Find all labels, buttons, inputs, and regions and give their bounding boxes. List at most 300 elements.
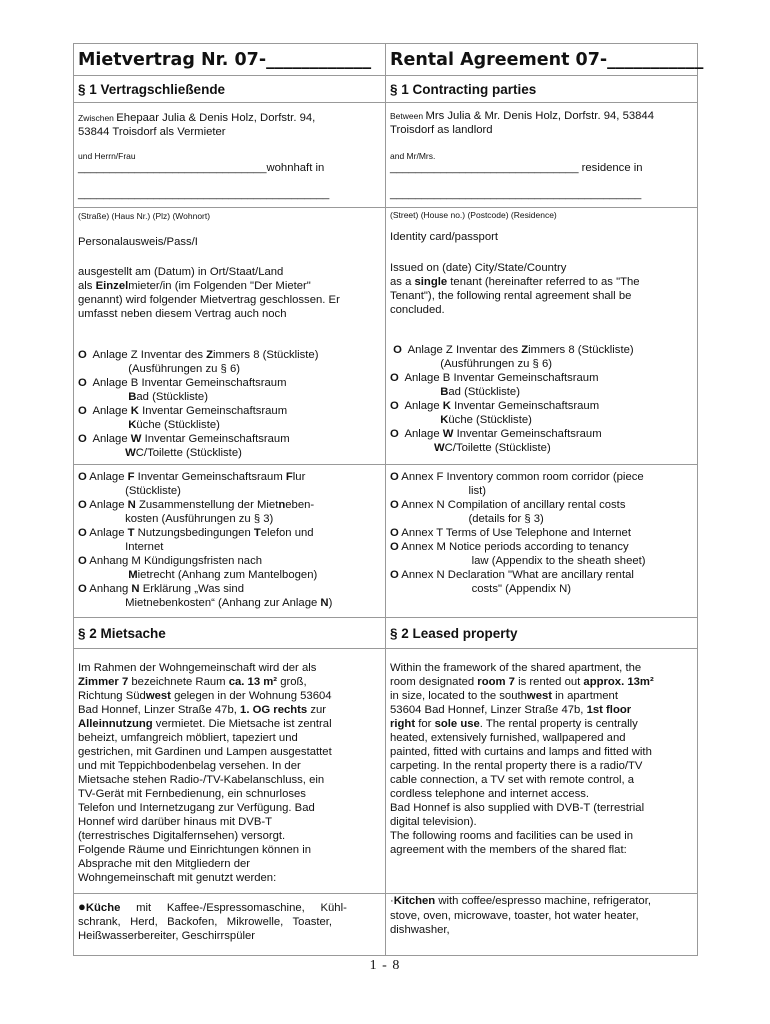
text-run: stove, oven, microwave, toaster, hot water heater,: [390, 910, 639, 922]
text-line: [78, 661, 316, 675]
german-column-cell: [74, 649, 386, 894]
english-column-cell: [386, 465, 698, 618]
text-run: M: [128, 569, 138, 581]
document-title: [78, 49, 371, 71]
text-run: Inventar Gemeinschaftsraum: [453, 428, 602, 440]
text-run: Heißwasserbereiter, Geschirrspüler: [78, 930, 256, 942]
checkbox-marker: O: [390, 541, 399, 553]
text-run: Absprache mit den Mitgliedern der: [78, 858, 251, 870]
checkbox-marker: O: [78, 377, 87, 389]
section-heading: [78, 625, 166, 643]
text-run: W: [130, 433, 142, 445]
english-column-cell: [386, 894, 698, 956]
parties-row: [74, 103, 698, 208]
text-run: (Stückliste): [78, 485, 181, 497]
text-run: agreement with the members of the shared flat:: [390, 844, 627, 856]
annexes-row: [74, 465, 698, 618]
text-line: [390, 399, 599, 413]
text-line: [78, 731, 298, 745]
text-run: Zwischen: [78, 113, 117, 123]
text-line: [390, 675, 654, 689]
text-run: room designated: [390, 676, 478, 688]
text-run: Annex M Notice periods according to tenancy: [398, 541, 629, 553]
text-line: [78, 307, 287, 321]
text-line: [78, 432, 290, 446]
german-column-cell: [74, 76, 386, 103]
text-run: groß,: [277, 676, 307, 688]
text-run: Anlage: [86, 433, 131, 445]
text-line: [78, 582, 244, 596]
text-run: Richtung Süd: [78, 690, 146, 702]
text-run: (terrestrisches Digitalfernsehen) versorgt.: [78, 830, 286, 842]
text-run: ca. 13 m²: [228, 676, 278, 688]
english-column-cell: [386, 208, 698, 465]
section-heading: [390, 81, 536, 99]
text-run: Anlage: [86, 499, 128, 511]
text-line: [78, 717, 332, 731]
text-line: [78, 265, 283, 279]
text-line: [390, 441, 551, 455]
text-run: Einzel: [95, 280, 129, 292]
text-line: [390, 923, 450, 937]
text-run: Im Rahmen der Wohngemeinschaft wird der als: [78, 662, 317, 674]
text-run: digital television).: [390, 816, 477, 828]
text-run: immers 8 (Stückliste): [213, 349, 319, 361]
text-line: [390, 843, 627, 857]
text-line: [390, 745, 652, 759]
checkbox-marker: O: [390, 527, 399, 539]
text-line: [78, 348, 318, 362]
text-run: as a: [390, 276, 415, 288]
text-run: K: [442, 400, 451, 412]
text-run: Honnef wird darüber hinaus mit DVB-T: [78, 816, 273, 828]
text-run: Annex N Compilation of ancillary rental costs: [398, 499, 626, 511]
text-run: Folgende Räume und Einrichtungen können in: [78, 844, 312, 856]
text-run: vermietet. Die Mietsache ist zentral: [152, 718, 332, 730]
text-line: [390, 829, 633, 843]
german-column-cell: [74, 465, 386, 618]
text-run: west: [526, 690, 553, 702]
checkbox-marker: O: [78, 527, 87, 539]
text-run: eben-: [285, 499, 315, 511]
text-line: [390, 815, 477, 829]
checkbox-marker: O: [390, 400, 399, 412]
text-run: Rental Agreement 07-: [390, 50, 608, 70]
text-run: § 1 Vertragschließende: [78, 82, 226, 97]
text-run: [390, 442, 434, 454]
text-run: schrank, Herd, Backofen, Mikrowelle, Toaster,: [78, 916, 333, 928]
text-run: Nutzungsbedingungen: [134, 527, 254, 539]
text-line: [390, 357, 552, 371]
text-run: ________________________________________: [78, 188, 330, 200]
german-column-cell: [74, 894, 386, 956]
text-run: B: [128, 391, 137, 403]
text-line: [390, 385, 520, 399]
text-run: Ehepaar Julia & Denis Holz, Dorfstr. 94,: [116, 112, 316, 124]
checkbox-marker: O: [78, 499, 87, 511]
text-run: B: [440, 386, 449, 398]
text-run: Annex T Terms of Use Telephone and Internet: [398, 527, 631, 539]
text-run: . The rental property is centrally: [479, 718, 638, 730]
text-line: [78, 843, 311, 857]
text-run: Annex F Inventory common room corridor (piece: [398, 471, 644, 483]
text-run: und mit Teppichbodenbelag versehen. In der: [78, 760, 301, 772]
text-line: [390, 909, 639, 923]
text-run: mit Kaffee-/Espressomaschine, Kühl-: [120, 902, 347, 914]
text-run: (Ausführungen zu § 6): [390, 358, 553, 370]
checkbox-marker: O: [390, 344, 402, 356]
text-run: [78, 569, 128, 581]
text-line: [390, 689, 618, 703]
text-run: ·: [390, 895, 394, 907]
text-run: Kitchen: [393, 895, 436, 907]
text-line: [390, 123, 493, 137]
text-run: C/Toilette (Stückliste): [444, 442, 551, 454]
text-run: kosten (Ausführungen zu § 3): [78, 513, 274, 525]
text-line: [390, 554, 646, 568]
text-line: [78, 929, 255, 943]
text-run: concluded.: [390, 304, 445, 316]
checkbox-marker: O: [78, 349, 87, 361]
text-run: W: [442, 428, 454, 440]
text-line: [78, 161, 324, 175]
text-line: [78, 773, 324, 787]
text-run: n: [278, 499, 286, 511]
english-column-cell: [386, 76, 698, 103]
text-run: Wohngemeinschaft mit genutzt werden:: [78, 872, 277, 884]
text-run: genannt) wird folgender Mietvertrag geschlossen. Er: [78, 294, 340, 306]
text-run: [390, 414, 440, 426]
text-line: [390, 371, 598, 385]
text-run: beheizt, umfangreich möbliert, tapeziert und: [78, 732, 298, 744]
text-line: [78, 857, 250, 871]
text-line: [78, 111, 315, 125]
text-run: bezeichnete Raum: [128, 676, 229, 688]
text-run: F: [285, 471, 293, 483]
text-line: [78, 801, 315, 815]
document-title: [390, 49, 703, 71]
text-line: [78, 512, 273, 526]
checkbox-marker: O: [78, 555, 87, 567]
text-run: Inventar Gemeinschaftsraum: [450, 400, 600, 412]
text-run: west: [145, 690, 171, 702]
text-run: elefon und: [260, 527, 314, 539]
section-heading: [78, 81, 225, 99]
text-run: Inventar Gemeinschaftsraum: [134, 471, 286, 483]
text-run: Mietvertrag Nr. 07-: [78, 50, 267, 70]
text-run: heated, extensively furnished, wallpapered and: [390, 732, 626, 744]
text-run: C/Toilette (Stückliste): [135, 447, 242, 459]
text-line: [78, 235, 198, 249]
text-run: Inventar Gemeinschaftsraum: [138, 405, 288, 417]
text-run: single: [414, 276, 448, 288]
text-run: [78, 447, 125, 459]
text-run: T: [253, 527, 261, 539]
german-column-cell: [74, 103, 386, 208]
text-run: K: [130, 405, 139, 417]
text-line: [78, 689, 332, 703]
checkbox-marker: O: [390, 499, 399, 511]
text-line: [390, 484, 486, 498]
text-run: law (Appendix to the sheath sheet): [390, 555, 646, 567]
text-run: Anlage: [86, 527, 128, 539]
text-run: in apartment: [552, 690, 618, 702]
text-line: [390, 759, 642, 773]
text-run: approx. 13m²: [583, 676, 654, 688]
text-line: [78, 675, 307, 689]
text-line: [78, 484, 181, 498]
german-column-cell: [74, 44, 386, 76]
text-run: and Mr/Mrs.: [390, 151, 436, 161]
english-column-cell: [386, 103, 698, 208]
checkbox-marker: O: [78, 433, 87, 445]
text-line: [390, 787, 589, 801]
text-run: 53844 Troisdorf als Vermieter: [78, 126, 226, 138]
leased-property-row: [74, 649, 698, 894]
text-run: ad (Stückliste): [136, 391, 208, 403]
text-run: lur: [292, 471, 306, 483]
text-run: Zimmer 7: [78, 676, 129, 688]
text-run: Anlage B Inventar Gemeinschaftsraum: [86, 377, 287, 389]
text-run: Z: [206, 349, 214, 361]
text-line: [390, 187, 641, 201]
text-line: [78, 759, 301, 773]
text-run: Anhang M Kündigungsfristen nach: [86, 555, 263, 567]
text-line: [78, 279, 311, 293]
checkbox-marker: O: [390, 569, 399, 581]
text-run: üche (Stückliste): [136, 419, 220, 431]
text-run: (Straße) (Haus Nr.) (Plz) (Wohnort): [78, 211, 211, 221]
text-line: [78, 209, 210, 223]
text-run: § 2 Leased property: [390, 626, 518, 641]
text-run: in size, located to the south: [390, 690, 527, 702]
english-column-cell: [386, 618, 698, 649]
text-run: ____________: [266, 50, 372, 70]
text-run: room 7: [477, 676, 515, 688]
text-line: [78, 745, 332, 759]
text-line: [78, 470, 305, 484]
text-run: list): [390, 485, 487, 497]
text-run: Inventar Gemeinschaftsraum: [141, 433, 290, 445]
text-line: [78, 915, 332, 929]
text-line: [78, 596, 332, 610]
text-run: N: [320, 597, 329, 609]
checkbox-marker: O: [390, 372, 399, 384]
text-run: mieter/in (im Folgenden "Der Mieter": [128, 280, 311, 292]
text-run: tenant (hereinafter referred to as "The: [447, 276, 640, 288]
text-run: (details for § 3): [390, 513, 544, 525]
text-line: [390, 540, 629, 554]
text-line: [78, 404, 287, 418]
text-run: Telefon und Internetzugang zur Verfügung. Bad: [78, 802, 315, 814]
text-run: umfasst neben diesem Vertrag auch noch: [78, 308, 287, 320]
text-run: (Street) (House no.) (Postcode) (Residence): [390, 210, 557, 220]
text-run: ________________________________________: [390, 188, 642, 200]
text-run: Anlage: [398, 400, 443, 412]
text-run: sole use: [434, 718, 480, 730]
text-run: K: [440, 414, 449, 426]
text-line: [78, 900, 347, 915]
text-run: (Ausführungen zu § 6): [78, 363, 241, 375]
text-run: Personalausweis/Pass/I: [78, 236, 198, 248]
text-run: Küche: [85, 902, 121, 914]
text-run: ______________________________ residence in: [390, 162, 643, 174]
title-row: [74, 44, 698, 76]
text-line: [390, 731, 626, 745]
text-line: [78, 540, 163, 554]
text-run: W: [433, 442, 445, 454]
text-run: Z: [521, 344, 529, 356]
text-run: W: [125, 447, 136, 459]
text-run: ●: [78, 899, 86, 914]
text-run: immers 8 (Stückliste): [528, 344, 634, 356]
text-run: Annex N Declaration "What are ancillary rental: [398, 569, 634, 581]
page-number: 1 - 8: [369, 958, 401, 973]
text-run: § 1 Contracting parties: [390, 82, 537, 97]
text-run: Mietsache stehen Radio-/TV-Kabelanschluss, ein: [78, 774, 325, 786]
text-run: 1st floor: [586, 704, 632, 716]
text-line: [78, 376, 286, 390]
text-run: [78, 419, 128, 431]
text-run: ausgestellt am (Datum) in Ort/Staat/Land: [78, 266, 284, 278]
tenant-details-row: [74, 208, 698, 465]
text-run: Anlage: [86, 471, 128, 483]
text-line: [390, 289, 631, 303]
text-line: [78, 871, 276, 885]
text-run: carpeting. In the rental property there is a radio/TV: [390, 760, 643, 772]
checkbox-marker: O: [78, 405, 87, 417]
text-run: gestrichen, mit Gardinen und Lampen ausgestattet: [78, 746, 332, 758]
text-run: 53604 Bad Honnef, Linzer Straße 47b,: [390, 704, 587, 716]
german-column-cell: [74, 208, 386, 465]
text-line: [78, 526, 314, 540]
text-line: [390, 568, 634, 582]
text-line: [390, 303, 445, 317]
text-line: [390, 161, 643, 175]
text-line: [390, 109, 654, 123]
text-run: N: [127, 499, 136, 511]
text-line: [78, 390, 208, 404]
text-run: ad (Stückliste): [448, 386, 520, 398]
text-run: T: [127, 527, 135, 539]
text-run: The following rooms and facilities can be used in: [390, 830, 634, 842]
text-run: ietrecht (Anhang zum Mantelbogen): [137, 569, 318, 581]
text-line: [78, 829, 285, 843]
checkbox-marker: O: [78, 583, 87, 595]
english-column-cell: [386, 649, 698, 894]
text-run: [390, 386, 440, 398]
section-1-heading-row: [74, 76, 698, 103]
text-run: Mietnebenkosten“ (Anhang zur Anlage: [78, 597, 321, 609]
text-line: [390, 661, 641, 675]
text-run: N: [131, 583, 140, 595]
text-line: [78, 568, 317, 582]
text-run: zur: [307, 704, 327, 716]
text-run: als: [78, 280, 96, 292]
text-line: [390, 717, 638, 731]
text-line: [78, 554, 262, 568]
text-run: Issued on (date) City/State/Country: [390, 262, 567, 274]
text-run: Anlage Z Inventar des: [401, 344, 522, 356]
text-line: [390, 208, 557, 222]
text-run: painted, fitted with curtains and lamps and fitted with: [390, 746, 652, 758]
kitchen-row: [74, 894, 698, 956]
text-run: Identity card/passport: [390, 231, 499, 243]
text-line: [390, 413, 532, 427]
text-line: [78, 418, 220, 432]
text-run: Troisdorf as landlord: [390, 124, 493, 136]
text-run: Bad Honnef is also supplied with DVB-T (terrestrial: [390, 802, 645, 814]
text-run: 1. OG rechts: [240, 704, 308, 716]
text-run: TV-Gerät mit Fernbedienung, ein schnurloses: [78, 788, 306, 800]
text-run: § 2 Mietsache: [78, 626, 166, 641]
text-run: ): [328, 597, 333, 609]
text-run: üche (Stückliste): [448, 414, 532, 426]
section-2-heading-row: [74, 618, 698, 649]
text-run: Anlage: [86, 405, 131, 417]
text-run: [78, 391, 128, 403]
text-run: K: [128, 419, 137, 431]
text-line: [78, 125, 226, 139]
text-run: cordless telephone and internet access.: [390, 788, 590, 800]
section-heading: [390, 625, 518, 643]
text-run: cable connection, a TV set with remote control, a: [390, 774, 635, 786]
text-line: [390, 343, 634, 357]
text-run: Zusammenstellung der Miet: [135, 499, 279, 511]
checkbox-marker: O: [78, 471, 87, 483]
text-run: Anlage Z Inventar des: [86, 349, 207, 361]
text-run: Alleinnutzung: [78, 718, 153, 730]
text-line: [390, 773, 634, 787]
text-run: Anlage B Inventar Gemeinschaftsraum: [398, 372, 599, 384]
text-run: Anlage: [398, 428, 443, 440]
text-line: [78, 362, 240, 376]
text-run: Bad Honnef, Linzer Straße 47b,: [78, 704, 241, 716]
text-run: Tenant"), the following rental agreement shall be: [390, 290, 632, 302]
text-line: [390, 894, 651, 908]
english-column-cell: [386, 44, 704, 76]
german-column-cell: [74, 618, 386, 649]
text-run: costs" (Appendix N): [390, 583, 572, 595]
text-line: [78, 293, 340, 307]
text-run: ______________________________wohnhaft in: [78, 162, 325, 174]
text-run: for: [415, 718, 435, 730]
text-line: [390, 261, 566, 275]
text-run: Mrs Julia & Mr. Denis Holz, Dorfstr. 94, 53844: [425, 110, 654, 122]
text-line: [390, 801, 644, 815]
text-run: right: [390, 718, 416, 730]
text-line: [390, 427, 602, 441]
text-run: Internet: [78, 541, 164, 553]
text-run: with coffee/espresso machine, refrigerator,: [435, 895, 651, 907]
text-run: dishwasher,: [390, 924, 450, 936]
text-line: [78, 446, 242, 460]
text-line: [78, 787, 306, 801]
text-line: [78, 187, 329, 201]
checkbox-marker: O: [390, 428, 399, 440]
text-line: [78, 703, 326, 717]
text-run: is rented out: [514, 676, 584, 688]
text-run: gelegen in der Wohnung 53604: [170, 690, 332, 702]
text-run: ___________: [607, 50, 704, 70]
text-run: und Herrn/Frau: [78, 151, 136, 161]
text-run: Erklärung „Was sind: [139, 583, 245, 595]
text-line: [390, 275, 640, 289]
text-run: Between: [390, 111, 426, 121]
text-line: [78, 815, 272, 829]
rental-agreement-table: [73, 43, 704, 956]
text-line: [390, 526, 631, 540]
